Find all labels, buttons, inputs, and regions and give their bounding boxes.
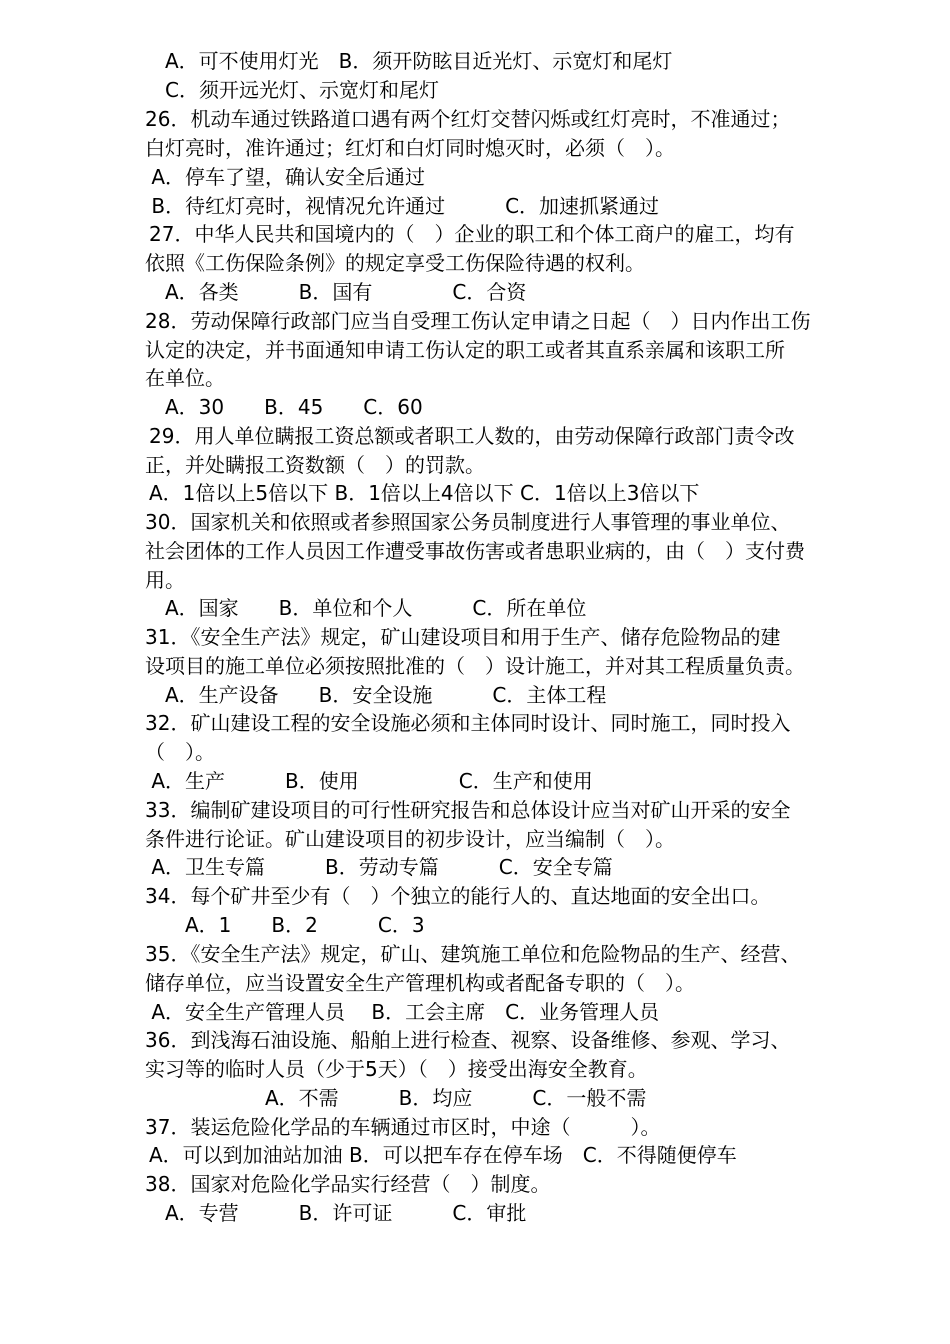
text-line: C．须开远光灯、示宽灯和尾灯 — [145, 78, 439, 102]
text-line: A．可不使用灯光 B．须开防眩目近光灯、示宽灯和尾灯 — [145, 49, 673, 73]
text-line: 32．矿山建设工程的安全设施必须和主体同时设计、同时施工，同时投入 — [145, 711, 791, 735]
text-line: （ ）。 — [145, 740, 215, 764]
text-line: 条件进行论证。矿山建设项目的初步设计，应当编制（ ）。 — [145, 827, 675, 851]
text-line: 实习等的临时人员（少于5天）（ ）接受出海安全教育。 — [145, 1057, 648, 1081]
text-line: A．卫生专篇 B．劳动专篇 C．安全专篇 — [145, 855, 613, 879]
text-line: A．专营 B．许可证 C．审批 — [145, 1201, 527, 1225]
text-line: 34．每个矿井至少有（ ）个独立的能行人的、直达地面的安全出口。 — [145, 884, 771, 908]
text-line: A．不需 B．均应 C．一般不需 — [145, 1086, 647, 1110]
text-line: 28．劳动保障行政部门应当自受理工伤认定申请之日起（ ）日内作出工伤 — [145, 309, 811, 333]
text-line: 27．中华人民共和国境内的（ ）企业的职工和个体工商户的雇工，均有 — [149, 222, 795, 246]
text-line: 38．国家对危险化学品实行经营（ ）制度。 — [145, 1172, 551, 1196]
text-line: 31．《安全生产法》规定，矿山建设项目和用于生产、储存危险物品的建 — [145, 625, 781, 649]
text-line: A．安全生产管理人员 B．工会主席 C．业务管理人员 — [145, 1000, 660, 1024]
text-line: 37．装运危险化学品的车辆通过市区时，中途（ ）。 — [145, 1115, 661, 1139]
text-line: A．可以到加油站加油 B．可以把车存在停车场 C．不得随便停车 — [149, 1143, 737, 1167]
text-line: A．1 B．2 C．3 — [145, 913, 425, 937]
text-line: 社会团体的工作人员因工作遭受事故伤害或者患职业病的，由（ ）支付费 — [145, 539, 805, 563]
text-line: 33．编制矿建设项目的可行性研究报告和总体设计应当对矿山开采的安全 — [145, 798, 791, 822]
text-line: 30．国家机关和依照或者参照国家公务员制度进行人事管理的事业单位、 — [145, 510, 791, 534]
text-line: A．国家 B．单位和个人 C．所在单位 — [145, 596, 587, 620]
text-line: B．待红灯亮时，视情况允许通过 C．加速抓紧通过 — [145, 194, 660, 218]
text-line: 用。 — [145, 568, 185, 592]
text-line: 储存单位，应当设置安全生产管理机构或者配备专职的（ ）。 — [145, 971, 695, 995]
text-line: 认定的决定，并书面通知申请工伤认定的职工或者其直系亲属和该职工所 — [145, 338, 785, 362]
text-line: A．生产设备 B．安全设施 C．主体工程 — [145, 683, 607, 707]
text-line: 26．机动车通过铁路道口遇有两个红灯交替闪烁或红灯亮时，不准通过； — [145, 107, 791, 131]
text-line: 29．用人单位瞒报工资总额或者职工人数的，由劳动保障行政部门责令改 — [149, 424, 795, 448]
text-line: A．生产 B．使用 C．生产和使用 — [145, 769, 593, 793]
text-line: 36．到浅海石油设施、船舶上进行检查、视察、设备维修、参观、学习、 — [145, 1028, 791, 1052]
text-line: A．各类 B．国有 C．合资 — [145, 280, 527, 304]
text-line: 依照《工伤保险条例》的规定享受工伤保险待遇的权利。 — [145, 251, 645, 275]
text-line: A．30 B．45 C．60 — [145, 395, 423, 419]
text-line: 白灯亮时，准许通过；红灯和白灯同时熄灭时，必须（ ）。 — [145, 136, 675, 160]
text-line: 正，并处瞒报工资数额（ ）的罚款。 — [145, 453, 485, 477]
text-line: 在单位。 — [145, 366, 225, 390]
text-line: A．1倍以上5倍以下 B．1倍以上4倍以下 C．1倍以上3倍以下 — [149, 481, 700, 505]
text-line: A．停车了望，确认安全后通过 — [145, 165, 426, 189]
text-line: 设项目的施工单位必须按照批准的（ ）设计施工，并对其工程质量负责。 — [145, 654, 805, 678]
text-line: 35．《安全生产法》规定，矿山、建筑施工单位和危险物品的生产、经营、 — [145, 942, 801, 966]
